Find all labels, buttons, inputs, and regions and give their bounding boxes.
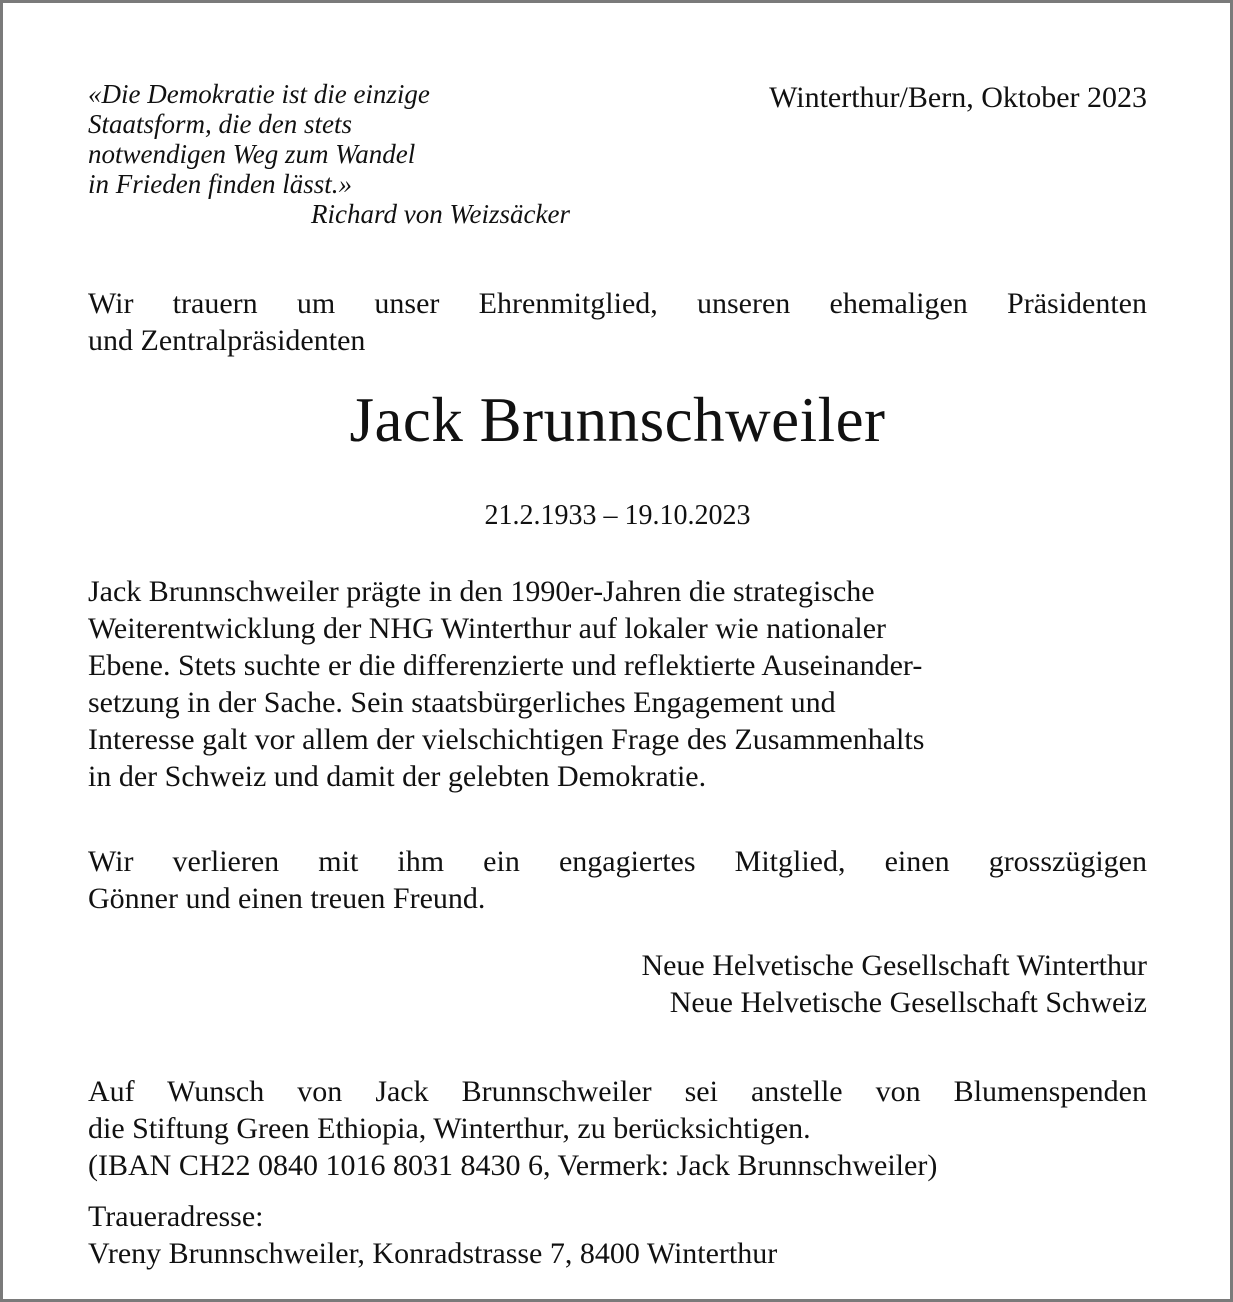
main-paragraph-line: Jack Brunnschweiler prägte in den 1990er-Jahren die strategische	[88, 575, 875, 609]
mourning-address	[88, 1198, 1147, 1272]
quote-line: in Frieden finden lässt.»	[88, 169, 352, 199]
intro-paragraph	[88, 285, 1147, 359]
header-row	[88, 79, 1147, 229]
donation-iban-line: (IBAN CH22 0840 1016 8031 8430 6, Vermerk: Jack Brunnschweiler)	[88, 1149, 938, 1183]
life-dates: 21.2.1933 – 19.10.2023	[484, 500, 751, 532]
signatory-organization: Neue Helvetische Gesellschaft Winterthur	[641, 949, 1147, 983]
main-paragraph-line: Ebene. Stets suchte er die differenzierte und reflektierte Auseinander-	[88, 649, 923, 683]
intro-line: und Zentralpräsidenten	[88, 324, 366, 357]
signatory-organization: Neue Helvetische Gesellschaft Schweiz	[669, 986, 1147, 1020]
loss-paragraph	[88, 843, 1147, 917]
donation-line: Auf Wunsch von Jack Brunnschweiler sei anstelle von Blumenspenden	[88, 1075, 1147, 1109]
intro-line: Wir trauern um unser Ehrenmitglied, unseren ehemaligen Präsidenten	[88, 287, 1147, 320]
main-paragraph-line: Weiterentwicklung der NHG Winterthur auf lokaler wie nationaler	[88, 612, 887, 646]
main-paragraph-line: setzung in der Sache. Sein staatsbürgerliches Engagement und	[88, 686, 836, 720]
donation-paragraph	[88, 1073, 1147, 1184]
signatories	[88, 947, 1147, 1021]
quote-line: Staatsform, die den stets	[88, 109, 352, 139]
main-paragraph-line: in der Schweiz und damit der gelebten Demokratie.	[88, 760, 707, 794]
deceased-name: Jack Brunnschweiler	[349, 385, 886, 455]
main-paragraph-line: Interesse galt vor allem der vielschichtigen Frage des Zusammenhalts	[88, 723, 925, 757]
mourning-address-label: Traueradresse:	[88, 1200, 264, 1234]
mourning-address-value: Vreny Brunnschweiler, Konradstrasse 7, 8400 Winterthur	[88, 1237, 778, 1271]
main-paragraph	[88, 573, 1147, 795]
epigraph-quote	[88, 79, 570, 229]
loss-paragraph-line: Wir verlieren mit ihm ein engagiertes Mitglied, einen grosszügigen	[88, 845, 1147, 879]
quote-line: «Die Demokratie ist die einzige	[88, 79, 430, 109]
loss-paragraph-line: Gönner und einen treuen Freund.	[88, 882, 486, 916]
place-dateline: Winterthur/Bern, Oktober 2023	[769, 81, 1147, 114]
quote-line: notwendigen Weg zum Wandel	[88, 139, 416, 169]
donation-line: die Stiftung Green Ethiopia, Winterthur, zu berücksichtigen.	[88, 1112, 811, 1146]
quote-attribution: Richard von Weizsäcker	[311, 199, 570, 229]
